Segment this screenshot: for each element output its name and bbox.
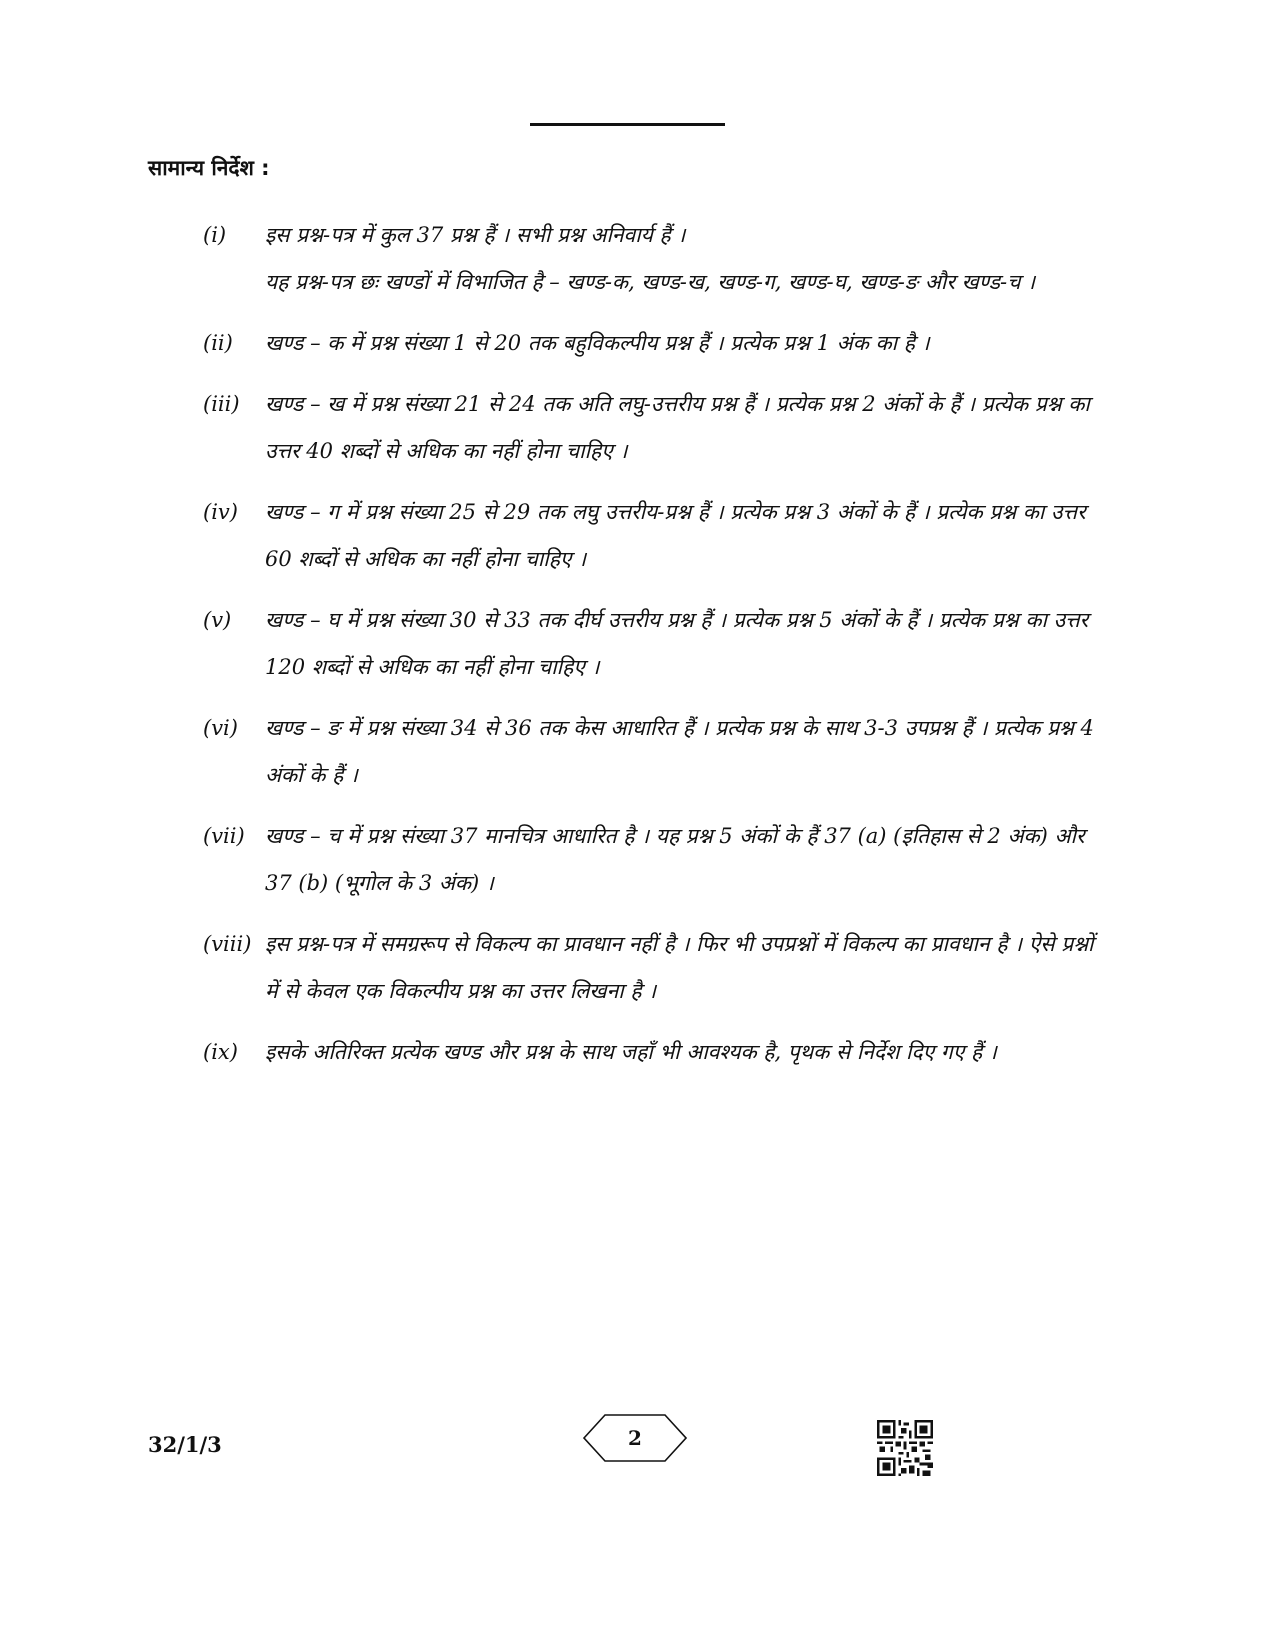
instructions-list: [203, 212, 1103, 1076]
instruction-text: इसके अतिरिक्त प्रत्येक खण्ड और प्रश्न के साथ जहाँ भी आवश्यक है, पृथक से निर्देश दिए गए हैं ।: [265, 1040, 997, 1064]
instruction-number: (v): [203, 608, 232, 632]
instruction-item: [203, 489, 1103, 583]
instruction-text: खण्ड – ग में प्रश्न संख्या 25 से 29 तक लघु उत्तरीय-प्रश्न हैं । प्रत्येक प्रश्न 3 अंकों के हैं । प्रत्येक प्रश्न का उत्तर 60 शब्दों से अधिक का नहीं होना चाहिए ।: [265, 500, 1086, 571]
instruction-text: खण्ड – घ में प्रश्न संख्या 30 से 33 तक दीर्घ उत्तरीय प्रश्न हैं । प्रत्येक प्रश्न 5 अंकों के हैं । प्रत्येक प्रश्न का उत्तर 120 शब्दों से अधिक का नहीं होना चाहिए ।: [265, 608, 1089, 679]
instruction-item: [203, 1029, 1103, 1076]
top-divider: [530, 123, 725, 126]
instruction-text: खण्ड – ख में प्रश्न संख्या 21 से 24 तक अति लघु-उत्तरीय प्रश्न हैं । प्रत्येक प्रश्न 2 अंकों के हैं । प्रत्येक प्रश्न का उत्तर 40 शब्दों से अधिक का नहीं होना चाहिए ।: [265, 392, 1090, 463]
instruction-number: (vi): [203, 716, 238, 740]
instruction-text: खण्ड – च में प्रश्न संख्या 37 मानचित्र आधारित है । यह प्रश्न 5 अंकों के हैं 37 (a) (इतिहास से 2 अंक) और 37 (b) (भूगोल के 3 अंक) ।: [265, 824, 1085, 895]
instruction-item: [203, 813, 1103, 907]
instruction-number: (iv): [203, 500, 238, 524]
instruction-number: (i): [203, 223, 227, 247]
instruction-text: यह प्रश्न-पत्र छः खण्डों में विभाजित है – खण्ड-क, खण्ड-ख, खण्ड-ग, खण्ड-घ, खण्ड-ङ और खण्ड-च ।: [265, 270, 1036, 294]
instruction-text: इस प्रश्न-पत्र में कुल 37 प्रश्न हैं । सभी प्रश्न अनिवार्य हैं ।: [265, 223, 686, 247]
instruction-number: (ix): [203, 1040, 238, 1064]
instruction-item: [203, 597, 1103, 691]
instruction-item: [203, 381, 1103, 475]
instruction-number: (viii): [203, 932, 252, 956]
instruction-number: (vii): [203, 824, 245, 848]
instruction-text: खण्ड – क में प्रश्न संख्या 1 से 20 तक बहुविकल्पीय प्रश्न हैं । प्रत्येक प्रश्न 1 अंक का है ।: [265, 331, 930, 355]
instruction-item: [203, 212, 1103, 306]
instruction-text: इस प्रश्न-पत्र में समग्ररूप से विकल्प का प्रावधान नहीं है । फिर भी उपप्रश्नों में विकल्प का प्रावधान है । ऐसे प्रश्नों में से केवल एक विकल्पीय प्रश्न का उत्तर लिखना है ।: [265, 932, 1094, 1003]
instruction-number: (ii): [203, 331, 233, 355]
qr-code-icon: [877, 1420, 933, 1476]
section-heading: सामान्य निर्देश :: [148, 156, 270, 180]
instruction-item: [203, 705, 1103, 799]
instruction-number: (iii): [203, 392, 240, 416]
instruction-item: [203, 921, 1103, 1015]
page-number: 2: [628, 1426, 642, 1450]
instruction-text: खण्ड – ङ में प्रश्न संख्या 34 से 36 तक केस आधारित हैं । प्रत्येक प्रश्न के साथ 3-3 उपप्रश्न हैं । प्रत्येक प्रश्न 4 अंकों के हैं ।: [265, 716, 1094, 787]
instruction-item: [203, 320, 1103, 367]
paper-code: 32/1/3: [148, 1432, 222, 1457]
